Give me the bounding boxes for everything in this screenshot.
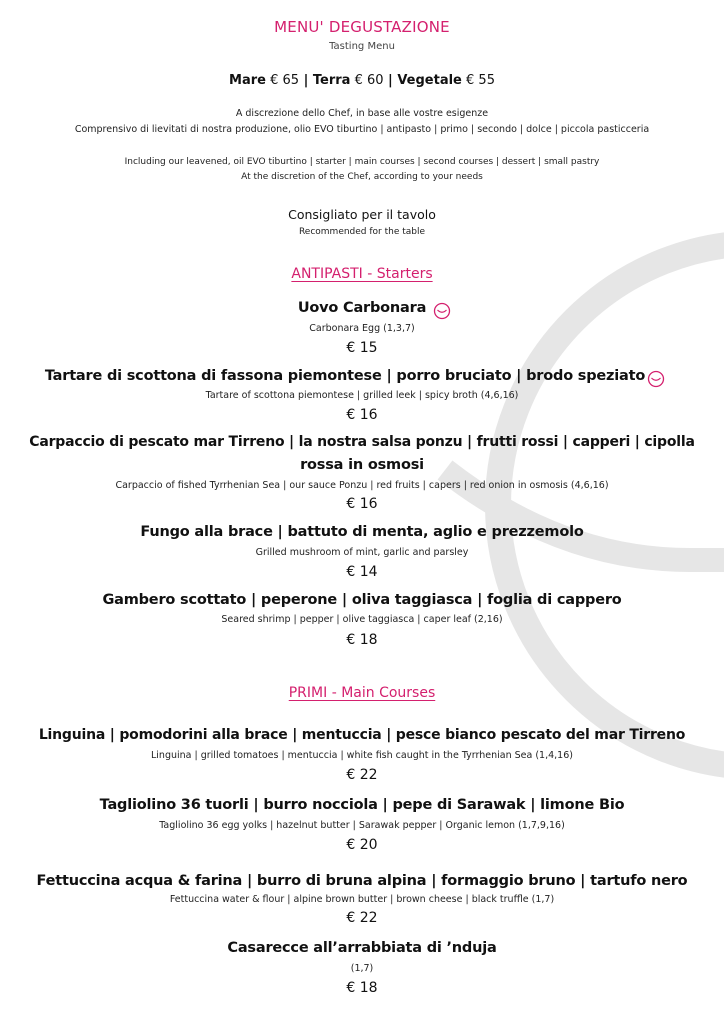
section-primi: PRIMI - Main Courses (288, 685, 436, 701)
dish-name: Linguina | pomodorini alla brace | mentuccia | pesce bianco pescato del mar Tirreno (38, 727, 686, 743)
dish-price: € 20 (346, 837, 378, 853)
price-label-vegetale: Vegetale (397, 73, 462, 88)
price-value-vegetale: € 55 (466, 73, 495, 88)
dish-name-line2: rossa in osmosi (300, 457, 424, 473)
dish-price: € 15 (346, 340, 378, 356)
dish-desc: (1,7) (350, 963, 374, 974)
dish-desc: Fettuccina water & flour | alpine brown butter | brown cheese | black truffle (1,7) (169, 894, 555, 905)
dish-price: € 18 (346, 980, 378, 996)
dish-price: € 16 (346, 407, 378, 423)
price-label-terra: Terra (312, 73, 351, 88)
dish-desc: Grilled mushroom of mint, garlic and parsley (255, 547, 469, 558)
price-separator: | (383, 73, 398, 88)
dish-desc: Tartare of scottona piemontese | grilled leek | spicy broth (4,6,16) (205, 390, 519, 401)
dish-price: € 18 (346, 632, 378, 648)
dish-name: Tartare di scottona di fassona piemontese | porro bruciato | brodo speziato (44, 368, 646, 384)
dish-name: Casarecce all’arrabbiata di ’nduja (227, 940, 497, 956)
price-value-mare: € 65 (270, 73, 300, 88)
dish-desc: Carbonara Egg (1,3,7) (309, 323, 415, 334)
dish-name: Uovo Carbonara (297, 300, 427, 316)
dish-desc: Seared shrimp | pepper | olive taggiasca | caper leaf (2,16) (221, 614, 503, 625)
recommended-it: Consigliato per il tavolo (288, 207, 436, 222)
menu-title: MENU' DEGUSTAZIONE (274, 18, 450, 36)
included-note-en: Including our leavened, oil EVO tiburtino | starter | main courses | second courses | dessert | small pastry (124, 157, 600, 167)
dish-price: € 22 (346, 767, 378, 783)
smiling-plate-icon (433, 302, 451, 320)
dish-price: € 14 (346, 564, 378, 580)
tasting-prices (0, 73, 724, 88)
dish-name: Carpaccio di pescato mar Tirreno | la nostra salsa ponzu | frutti rossi | capperi | cipolla (29, 434, 695, 450)
included-note-it: Comprensivo di lievitati di nostra produzione, olio EVO tiburtino | antipasto | primo | secondo | dolce | piccola pasticceria (74, 124, 650, 135)
chef-note-it: A discrezione dello Chef, in base alle vostre esigenze (235, 108, 489, 119)
dish-price: € 16 (346, 496, 378, 512)
chef-note-en: At the discretion of the Chef, according to your needs (241, 172, 483, 182)
recommended-en: Recommended for the table (298, 227, 426, 237)
price-value-terra: € 60 (354, 73, 384, 88)
price-label-mare: Mare (229, 73, 266, 88)
menu-subtitle: Tasting Menu (329, 41, 395, 52)
smiling-plate-icon (647, 370, 665, 388)
dish-desc: Carpaccio of fished Tyrrhenian Sea | our sauce Ponzu | red fruits | capers | red onion in osmosis (4,6,16) (115, 480, 609, 491)
dish-name: Gambero scottato | peperone | oliva taggiasca | foglia di cappero (102, 592, 622, 608)
section-antipasti: ANTIPASTI - Starters (291, 266, 433, 282)
price-separator: | (299, 73, 313, 88)
dish-desc: Linguina | grilled tomatoes | mentuccia | white fish caught in the Tyrrhenian Sea (1,4,16) (151, 750, 573, 761)
dish-price: € 22 (346, 910, 378, 926)
dish-desc: Tagliolino 36 egg yolks | hazelnut butter | Sarawak pepper | Organic lemon (1,7,9,16) (159, 820, 565, 831)
dish-name: Tagliolino 36 tuorli | burro nocciola | pepe di Sarawak | limone Bio (99, 797, 625, 813)
dish-name: Fettuccina acqua & farina | burro di bruna alpina | formaggio bruno | tartufo nero (36, 873, 688, 889)
dish-name: Fungo alla brace | battuto di menta, aglio e prezzemolo (140, 524, 584, 540)
